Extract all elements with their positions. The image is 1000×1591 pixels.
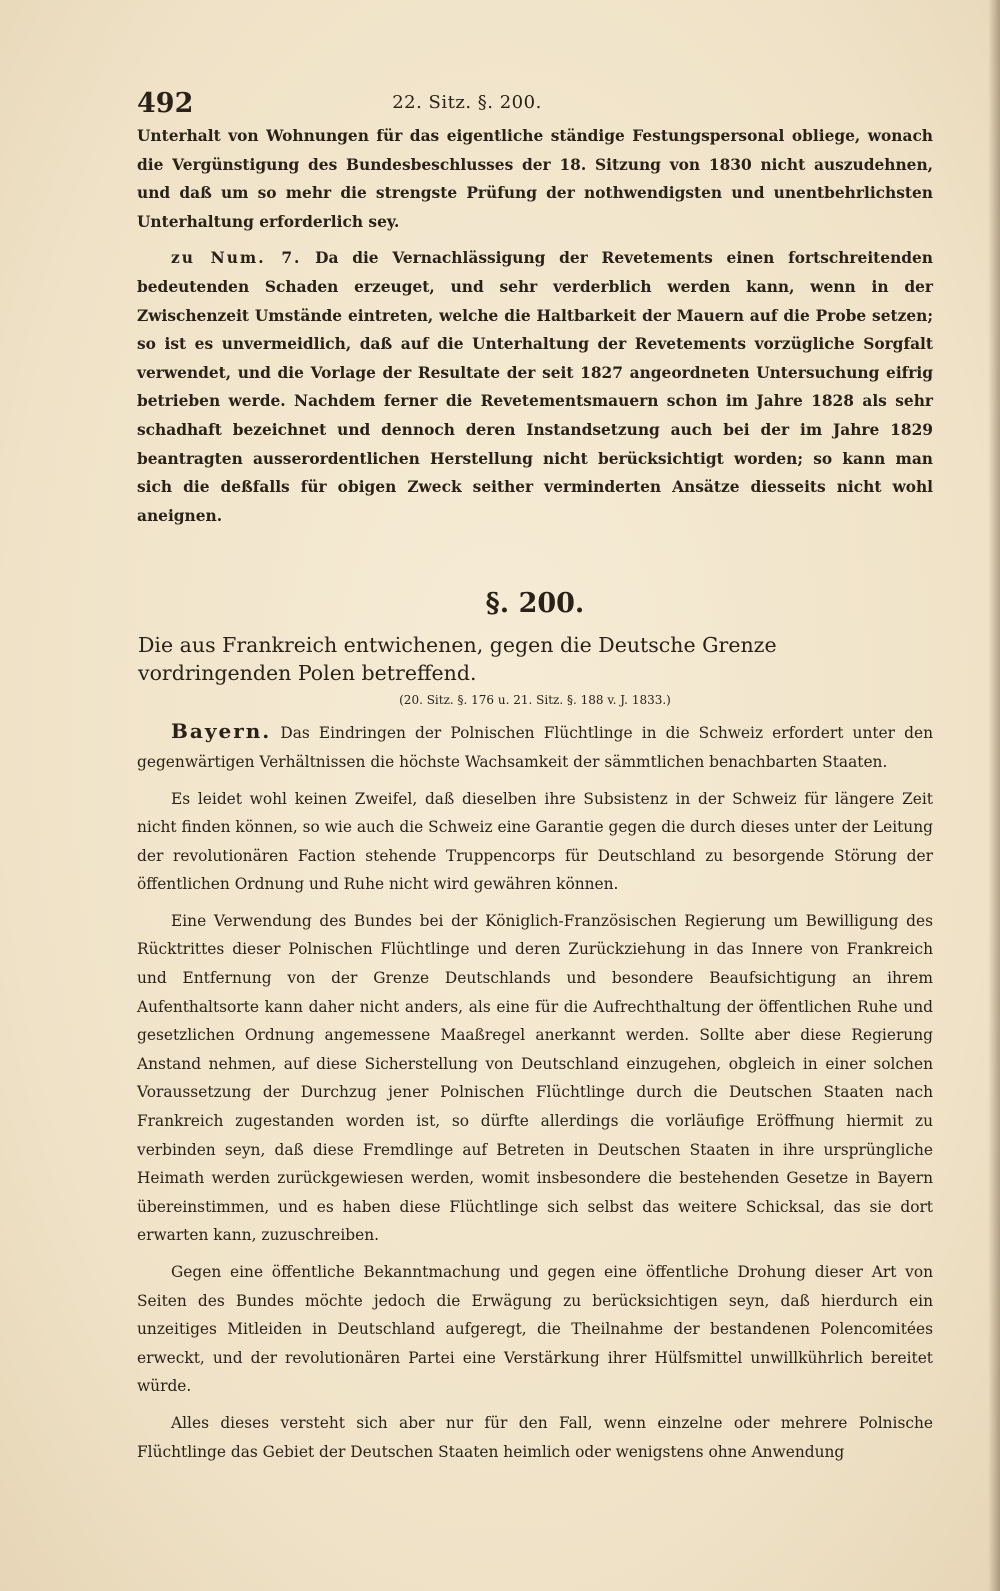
paragraph-bayern-2: Es leidet wohl keinen Zweifel, daß dieselben ihre Subsistenz in der Schweiz für längere Zeit nicht finden können, so wie auch die Schweiz eine Garantie gegen die durch dieses unter der Leitung der revolutionären Faction stehende Truppencorps für Deutschland zu besorgende Störung der öffentlichen Ordnung und Ruhe nicht wird gewähren können. [137, 789, 933, 894]
num-7-text: Da die Vernachlässigung der Revetements einen fortschreitenden bedeutenden Schaden erzeuget, und sehr verderblich werden kann, wenn in der Zwischenzeit Umstände eintreten, welche die Haltbarkeit der Mauern auf die Probe setzen; so ist es unvermeidlich, daß auf die Unterhaltung der Revetements vorzügliche Sorgfalt verwendet, und die Vorlage der Resultate der seit 1827 angeordneten Untersuchung eifrig betrieben werde. Nachdem ferner die Revetementsmauern schon im Jahre 1828 als sehr schadhaft bezeichnet und dennoch deren Instandsetzung auch bei der im Jahre 1829 beantragten ausserordentlichen Herstellung nicht berücksichtigt worden; so kann man sich die deßfalls für obigen Zweck seither verminderten Ansätze diesseits nicht wohl aneignen. [137, 249, 934, 525]
paragraph-num-7 [137, 244, 933, 530]
paragraph-bayern-3: Eine Verwendung des Bundes bei der Königlich-Französischen Regierung um Bewilligung des Rücktrittes dieser Polnischen Flüchtlinge und deren Zurückziehung in das Innere von Frankreich und Entfernung von der Grenze Deutschlands und besondere Beaufsichtigung an ihrem Aufenthaltsorte kann daher nicht anders, als eine für die Aufrechthaltung der öffentlichen Ruhe und gesetzlichen Ordnung angemessene Maaßregel anerkannt werden. Sollte aber diese Regierung Anstand nehmen, auf diese Sicherstellung von Deutschland einzugehen, obgleich in einer solchen Voraussetzung der Durchzug jener Polnischen Flüchtlinge durch die Deutschen Staaten nach Frankreich zugestanden worden ist, so dürfte allerdings die vorläufige Eröffnung hiermit zu verbinden seyn, daß diese Fremdlinge auf Betreten in Deutschen Staaten in ihre ursprüngliche Heimath werden zurückgewiesen werden, womit insbesondere die bestehenden Gesetze in Bayern übereinstimmen, und es haben diese Flüchtlinge sich selbst das weitere Schicksal, das sie dort erwarten kann, zuzuschreiben. [137, 911, 933, 1245]
section-title: Die aus Frankreich entwichenen, gegen die Deutsche Grenze vordringenden Polen betreffend. [138, 633, 777, 686]
paragraph-bayern-4: Gegen eine öffentliche Bekanntmachung und gegen eine öffentliche Drohung dieser Art von Seiten des Bundes möchte jedoch die Erwägung zu berücksichtigen seyn, daß hierdurch ein unzeitiges Mitleiden in Deutschland aufgeregt, die Theilnahme der bestandenen Polencomitées erweckt, und der revolutionären Partei eine Verstärkung ihrer Hülfsmittel unwillkührlich bereitet würde. [137, 1263, 933, 1396]
page-number: 492 [137, 88, 194, 119]
page-edge-shadow [988, 0, 1000, 1591]
page-header [137, 88, 933, 122]
paragraph-bayern-1 [137, 717, 933, 776]
paragraph-continuation: Unterhalt von Wohnungen für das eigentliche ständige Festungspersonal obliege, wonach die Vergünstigung des Bundesbeschlusses der 18. Sitzung von 1830 nicht auszudehnen, und daß um so mehr die strengste Prüfung der nothwendigsten und unentbehrlichsten Unterhaltung erforderlich sey. [137, 127, 933, 231]
num-label: zu Num. 7. [171, 249, 302, 268]
running-head: 22. Sitz. §. 200. [392, 92, 542, 113]
section-reference: (20. Sitz. §. 176 u. 21. Sitz. §. 188 v. J. 1833.) [399, 693, 671, 708]
page-content [137, 88, 933, 1466]
state-label: Bayern. [171, 719, 272, 744]
paragraph-bayern-5: Alles dieses versteht sich aber nur für den Fall, wenn einzelne oder mehrere Polnische Flüchtlinge das Gebiet der Deutschen Staaten heimlich oder wenigstens ohne Anwendung [137, 1413, 933, 1461]
section-heading: §. 200. [485, 588, 585, 620]
top-text-block [137, 122, 933, 530]
bayern-1-text: Das Eindringen der Polnischen Flüchtlinge in die Schweiz erfordert unter den gegenwärtigen Verhältnissen die höchste Wachsamkeit der sämmtlichen benachbarten Staaten. [137, 724, 933, 771]
